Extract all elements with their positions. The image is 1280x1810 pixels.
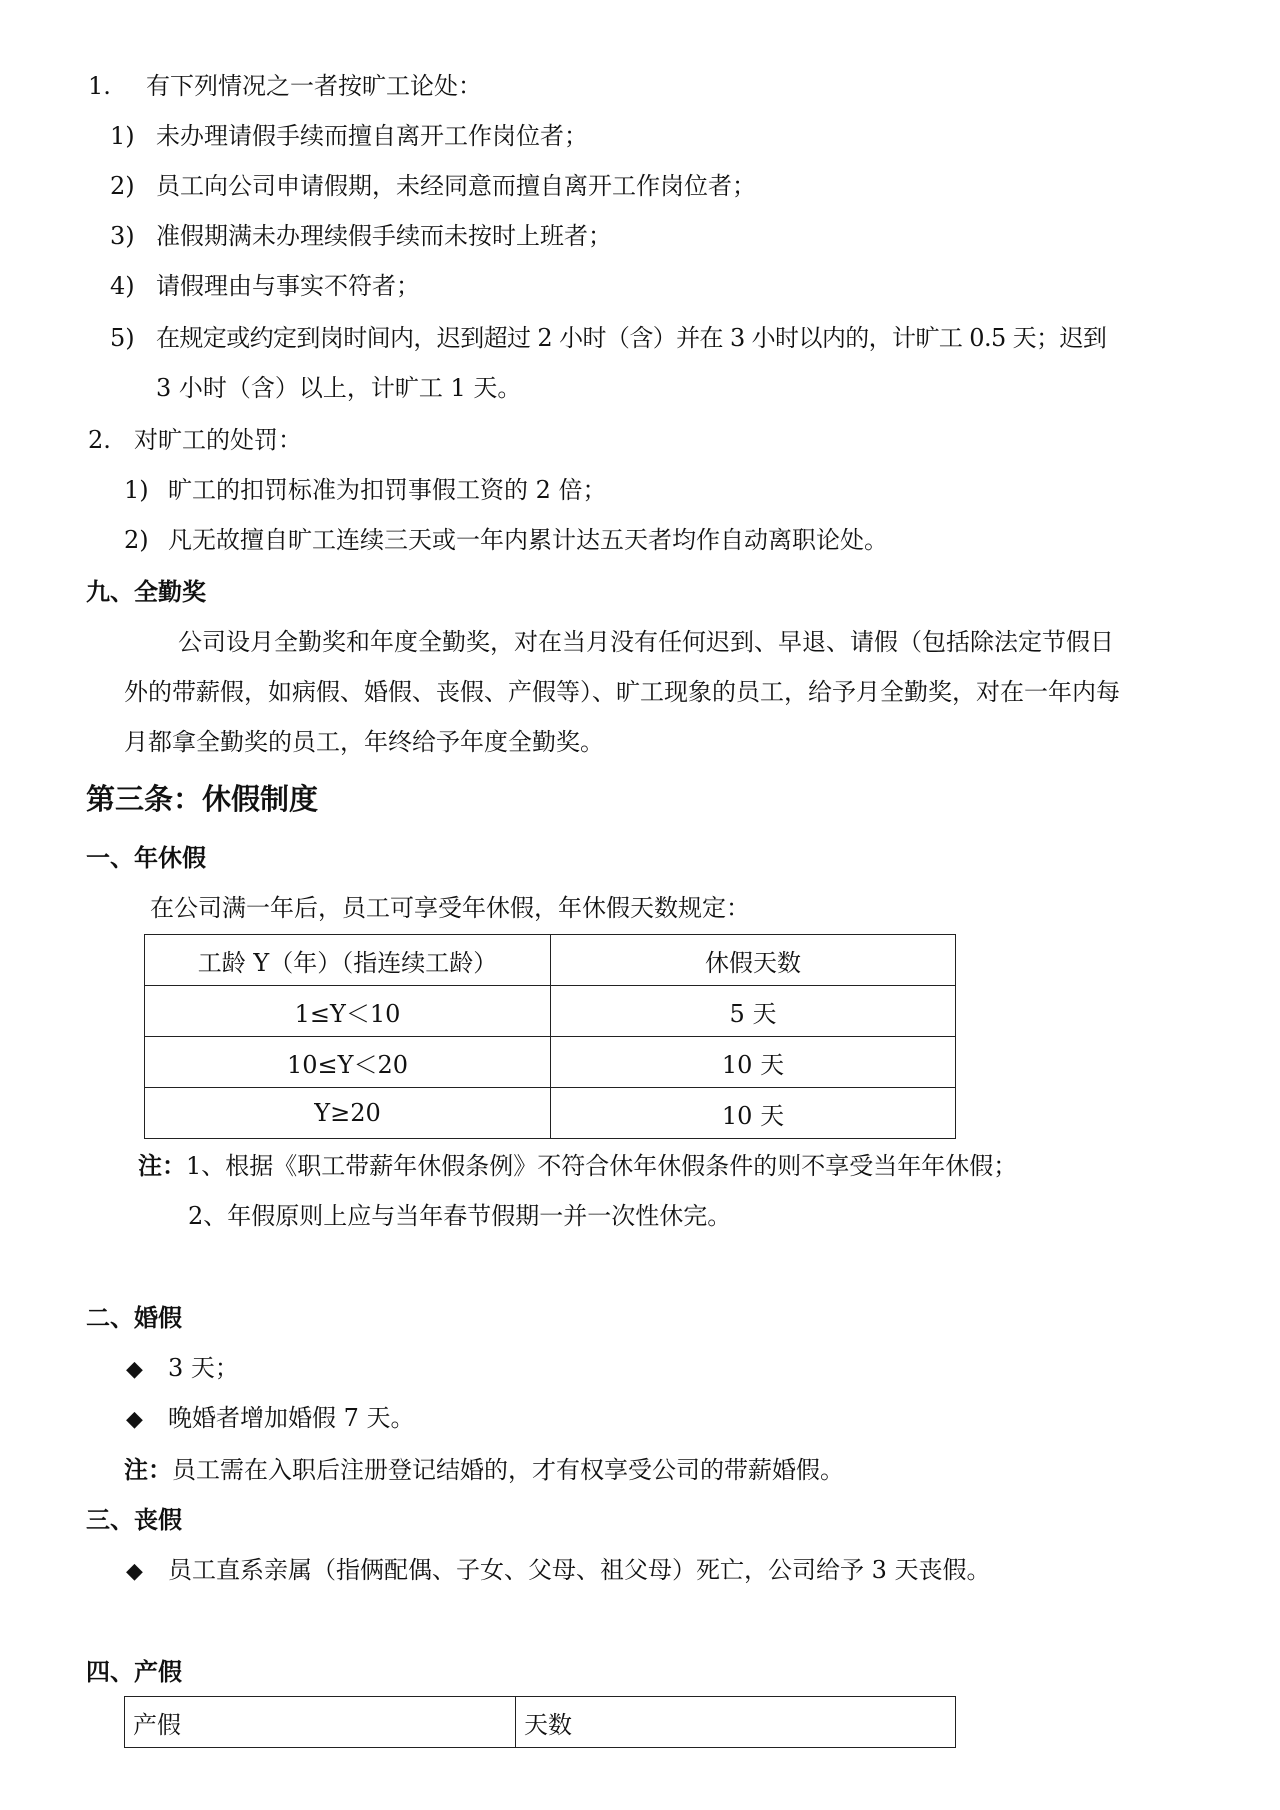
paragraph-line: 公司设月全勤奖和年度全勤奖，对在当月没有任何迟到、早退、请假（包括除法定节假日: [178, 628, 1114, 656]
list-number: 2.: [88, 426, 111, 454]
table-cell: Y≥20: [145, 1088, 551, 1139]
sub-list-item: [110, 120, 588, 152]
sub-list-number: 1): [110, 122, 135, 150]
article-heading: 第三条：休假制度: [86, 782, 319, 816]
sub-list-number: 2): [110, 172, 135, 200]
table-header-cell: 休假天数: [551, 935, 956, 986]
section-heading: 四、产假: [86, 1657, 182, 1686]
list-item: [88, 424, 302, 456]
table-cell: 5 天: [551, 986, 956, 1037]
section-heading: 九、全勤奖: [86, 577, 206, 606]
list-item: [88, 70, 482, 102]
table-row: [145, 986, 956, 1037]
section-heading: 二、婚假: [86, 1303, 182, 1332]
sub-list-number: 5): [110, 324, 135, 352]
note-line: [124, 1454, 844, 1486]
paragraph-line: 在公司满一年后，员工可享受年休假，年休假天数规定：: [150, 894, 750, 922]
table-header-row: [145, 935, 956, 986]
list-number: 1.: [88, 72, 111, 100]
maternity-leave-table: [124, 1696, 956, 1748]
sub-list-item: [124, 524, 888, 556]
list-text: 有下列情况之一者按旷工论处：: [146, 72, 482, 100]
section-heading: 一、年休假: [86, 843, 206, 872]
paragraph-line: 外的带薪假，如病假、婚假、丧假、产假等）、旷工现象的员工，给予月全勤奖，对在一年内每: [124, 678, 1120, 706]
sub-list-text: 请假理由与事实不符者；: [156, 272, 420, 300]
diamond-bullet-icon: ◆: [126, 1407, 143, 1432]
section-heading: 三、丧假: [86, 1505, 182, 1534]
bullet-text: 员工直系亲属（指俩配偶、子女、父母、祖父母）死亡，公司给予 3 天丧假。: [168, 1556, 991, 1584]
table-cell: 10 天: [551, 1088, 956, 1139]
sub-list-number: 2): [124, 526, 149, 554]
sub-list-item: [124, 474, 607, 506]
bullet-item: [126, 1402, 415, 1436]
diamond-bullet-icon: ◆: [126, 1559, 143, 1584]
note-line: 2、年假原则上应与当年春节假期一并一次性休完。: [188, 1202, 732, 1230]
sub-list-item: [110, 170, 756, 202]
note-text: 1、根据《职工带薪年休假条例》不符合休年休假条件的则不享受当年年休假；: [186, 1152, 1018, 1180]
sub-list-item: [110, 220, 612, 252]
sub-list-continuation: 3 小时（含）以上，计旷工 1 天。: [156, 374, 522, 402]
sub-list-text: 员工向公司申请假期，未经同意而擅自离开工作岗位者；: [156, 172, 756, 200]
paragraph-line: 月都拿全勤奖的员工，年终给予年度全勤奖。: [124, 728, 604, 756]
table-cell: 1≤Y＜10: [145, 986, 551, 1037]
sub-list-number: 1): [124, 476, 149, 504]
sub-list-number: 3): [110, 222, 135, 250]
table-header-cell: 天数: [516, 1697, 956, 1748]
note-label: 注：: [124, 1455, 172, 1484]
sub-list-item: [110, 322, 1106, 354]
table-cell: 10 天: [551, 1037, 956, 1088]
sub-list-text: 未办理请假手续而擅自离开工作岗位者；: [156, 122, 588, 150]
sub-list-text: 凡无故擅自旷工连续三天或一年内累计达五天者均作自动离职论处。: [168, 526, 888, 554]
list-text: 对旷工的处罚：: [134, 426, 302, 454]
annual-leave-table: [144, 934, 956, 1139]
table-cell: 10≤Y＜20: [145, 1037, 551, 1088]
sub-list-text: 在规定或约定到岗时间内，迟到超过 2 小时（含）并在 3 小时以内的，计旷工 0.5 天；迟到: [156, 324, 1107, 352]
note-line: [138, 1150, 1017, 1182]
table-row: [145, 1037, 956, 1088]
table-header-row: [125, 1697, 956, 1748]
sub-list-item: [110, 270, 420, 302]
sub-list-text: 旷工的扣罚标准为扣罚事假工资的 2 倍；: [168, 476, 607, 504]
note-text: 员工需在入职后注册登记结婚的，才有权享受公司的带薪婚假。: [172, 1456, 844, 1484]
bullet-text: 3 天；: [168, 1354, 239, 1382]
sub-list-number: 4): [110, 272, 135, 300]
table-header-cell: 产假: [125, 1697, 516, 1748]
bullet-item: [126, 1352, 239, 1386]
bullet-text: 晚婚者增加婚假 7 天。: [168, 1404, 415, 1432]
table-row: [145, 1088, 956, 1139]
diamond-bullet-icon: ◆: [126, 1357, 143, 1382]
table-header-cell: 工龄 Y（年）（指连续工龄）: [145, 935, 551, 986]
bullet-item: [126, 1554, 991, 1588]
note-label: 注：: [138, 1151, 186, 1180]
sub-list-text: 准假期满未办理续假手续而未按时上班者；: [156, 222, 612, 250]
